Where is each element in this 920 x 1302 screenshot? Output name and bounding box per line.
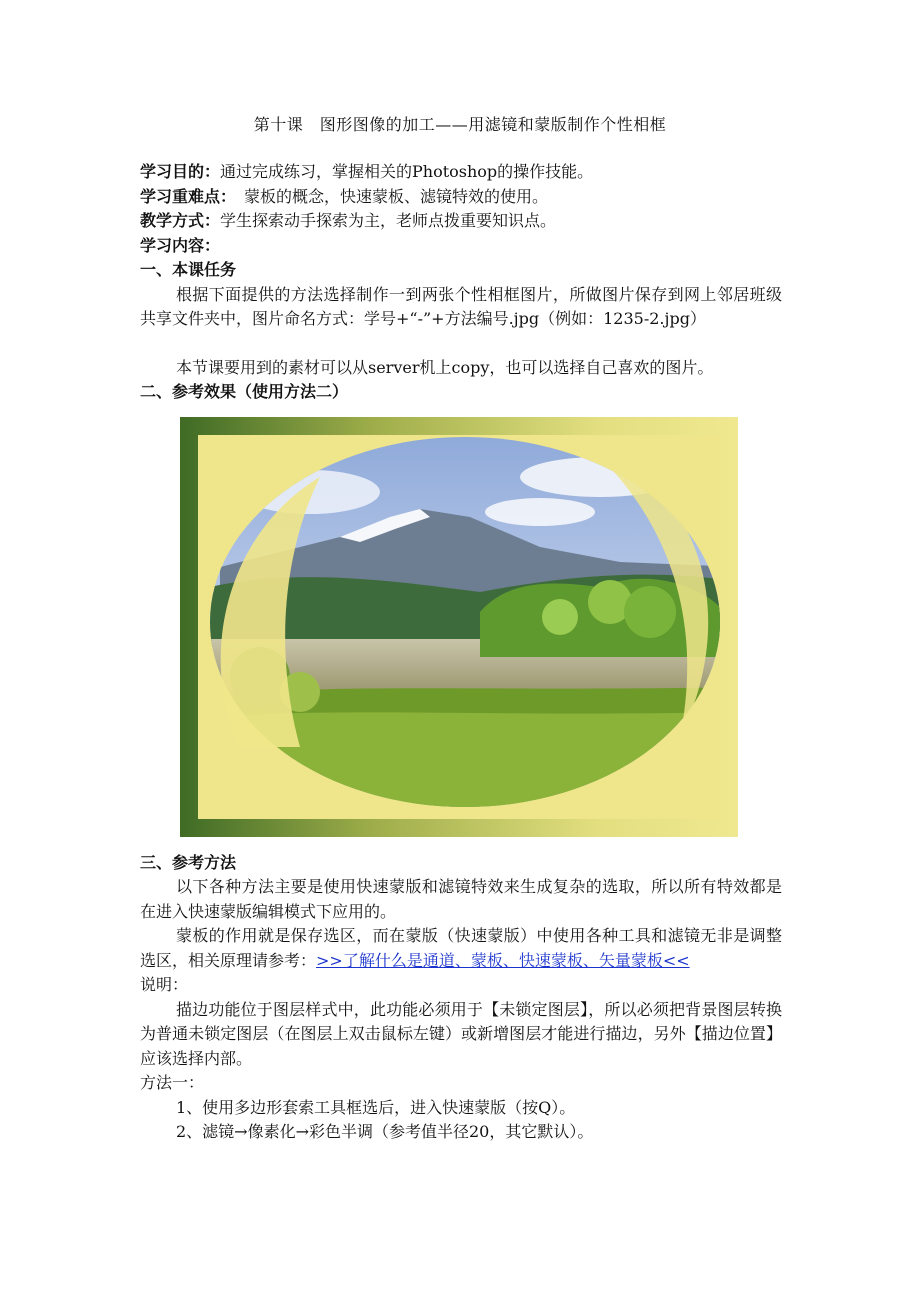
difficulty-text: 蒙板的概念，快速蒙板、滤镜特效的使用。 [228,186,549,206]
method1-step-2: 2、滤镜→像素化→彩色半调（参考值半径20，其它默认）。 [176,1122,594,1141]
difficulty-line [140,185,782,210]
purpose-line [140,160,782,185]
section1-paragraph: 根据下面提供的方法选择制作一到两张个性相框图片，所做图片保存到网上邻居班级共享文件夹中，图片命名方式：学号+“-”+方法编号.jpg（例如：1235-2.jpg） [140,284,782,328]
blank-line [140,332,782,356]
photo-frame-example-image [180,417,738,837]
method-label: 教学方式： [140,211,221,230]
reference-link[interactable]: >>了解什么是通道、蒙板、快速蒙板、矢量蒙板<< [316,950,690,970]
method-text: 学生探索动手探索为主，老师点拨重要知识点。 [220,211,557,230]
section1-heading: 一、本课任务 [140,260,237,279]
note-paragraph: 描边功能位于图层样式中，此功能必须用于【未锁定图层】，所以必须把背景图层转换为普通未锁定图层（在图层上双击鼠标左键）或新增图层才能进行描边，另外【描边位置】应该选择内部。 [140,999,782,1068]
document-body [140,160,782,1145]
method1-label: 方法一： [140,1073,205,1092]
purpose-text: 通过完成练习，掌握相关的Photoshop的操作技能。 [220,162,594,181]
section3-paragraph-2 [140,924,782,973]
method-line [140,209,782,234]
section1-paragraph-2: 本节课要用到的素材可以从server机上copy，也可以选择自己喜欢的图片。 [176,357,714,377]
difficulty-label: 学习重难点： [140,186,229,206]
method1-step-1: 1、使用多边形套索工具框选后，进入快速蒙版（按Q）。 [176,1097,576,1117]
reference-text: 蒙板的作用就是保存选区，而在蒙版（快速蒙版）中使用各种工具和滤镜无非是调整选区，相关原理请参考： [140,926,782,970]
section3-paragraph: 以下各种方法主要是使用快速蒙版和滤镜特效来生成复杂的选取，所以所有特效都是在进入快速蒙版编辑模式下应用的。 [140,877,782,921]
page-title: 第十课 图形图像的加工——用滤镜和蒙版制作个性相框 [253,115,667,134]
content-label: 学习内容： [140,235,221,255]
note-label: 说明： [140,975,189,994]
section2-heading: 二、参考效果（使用方法二） [140,382,349,401]
purpose-label: 学习目的： [140,162,221,181]
section3-heading: 三、参考方法 [140,852,237,872]
